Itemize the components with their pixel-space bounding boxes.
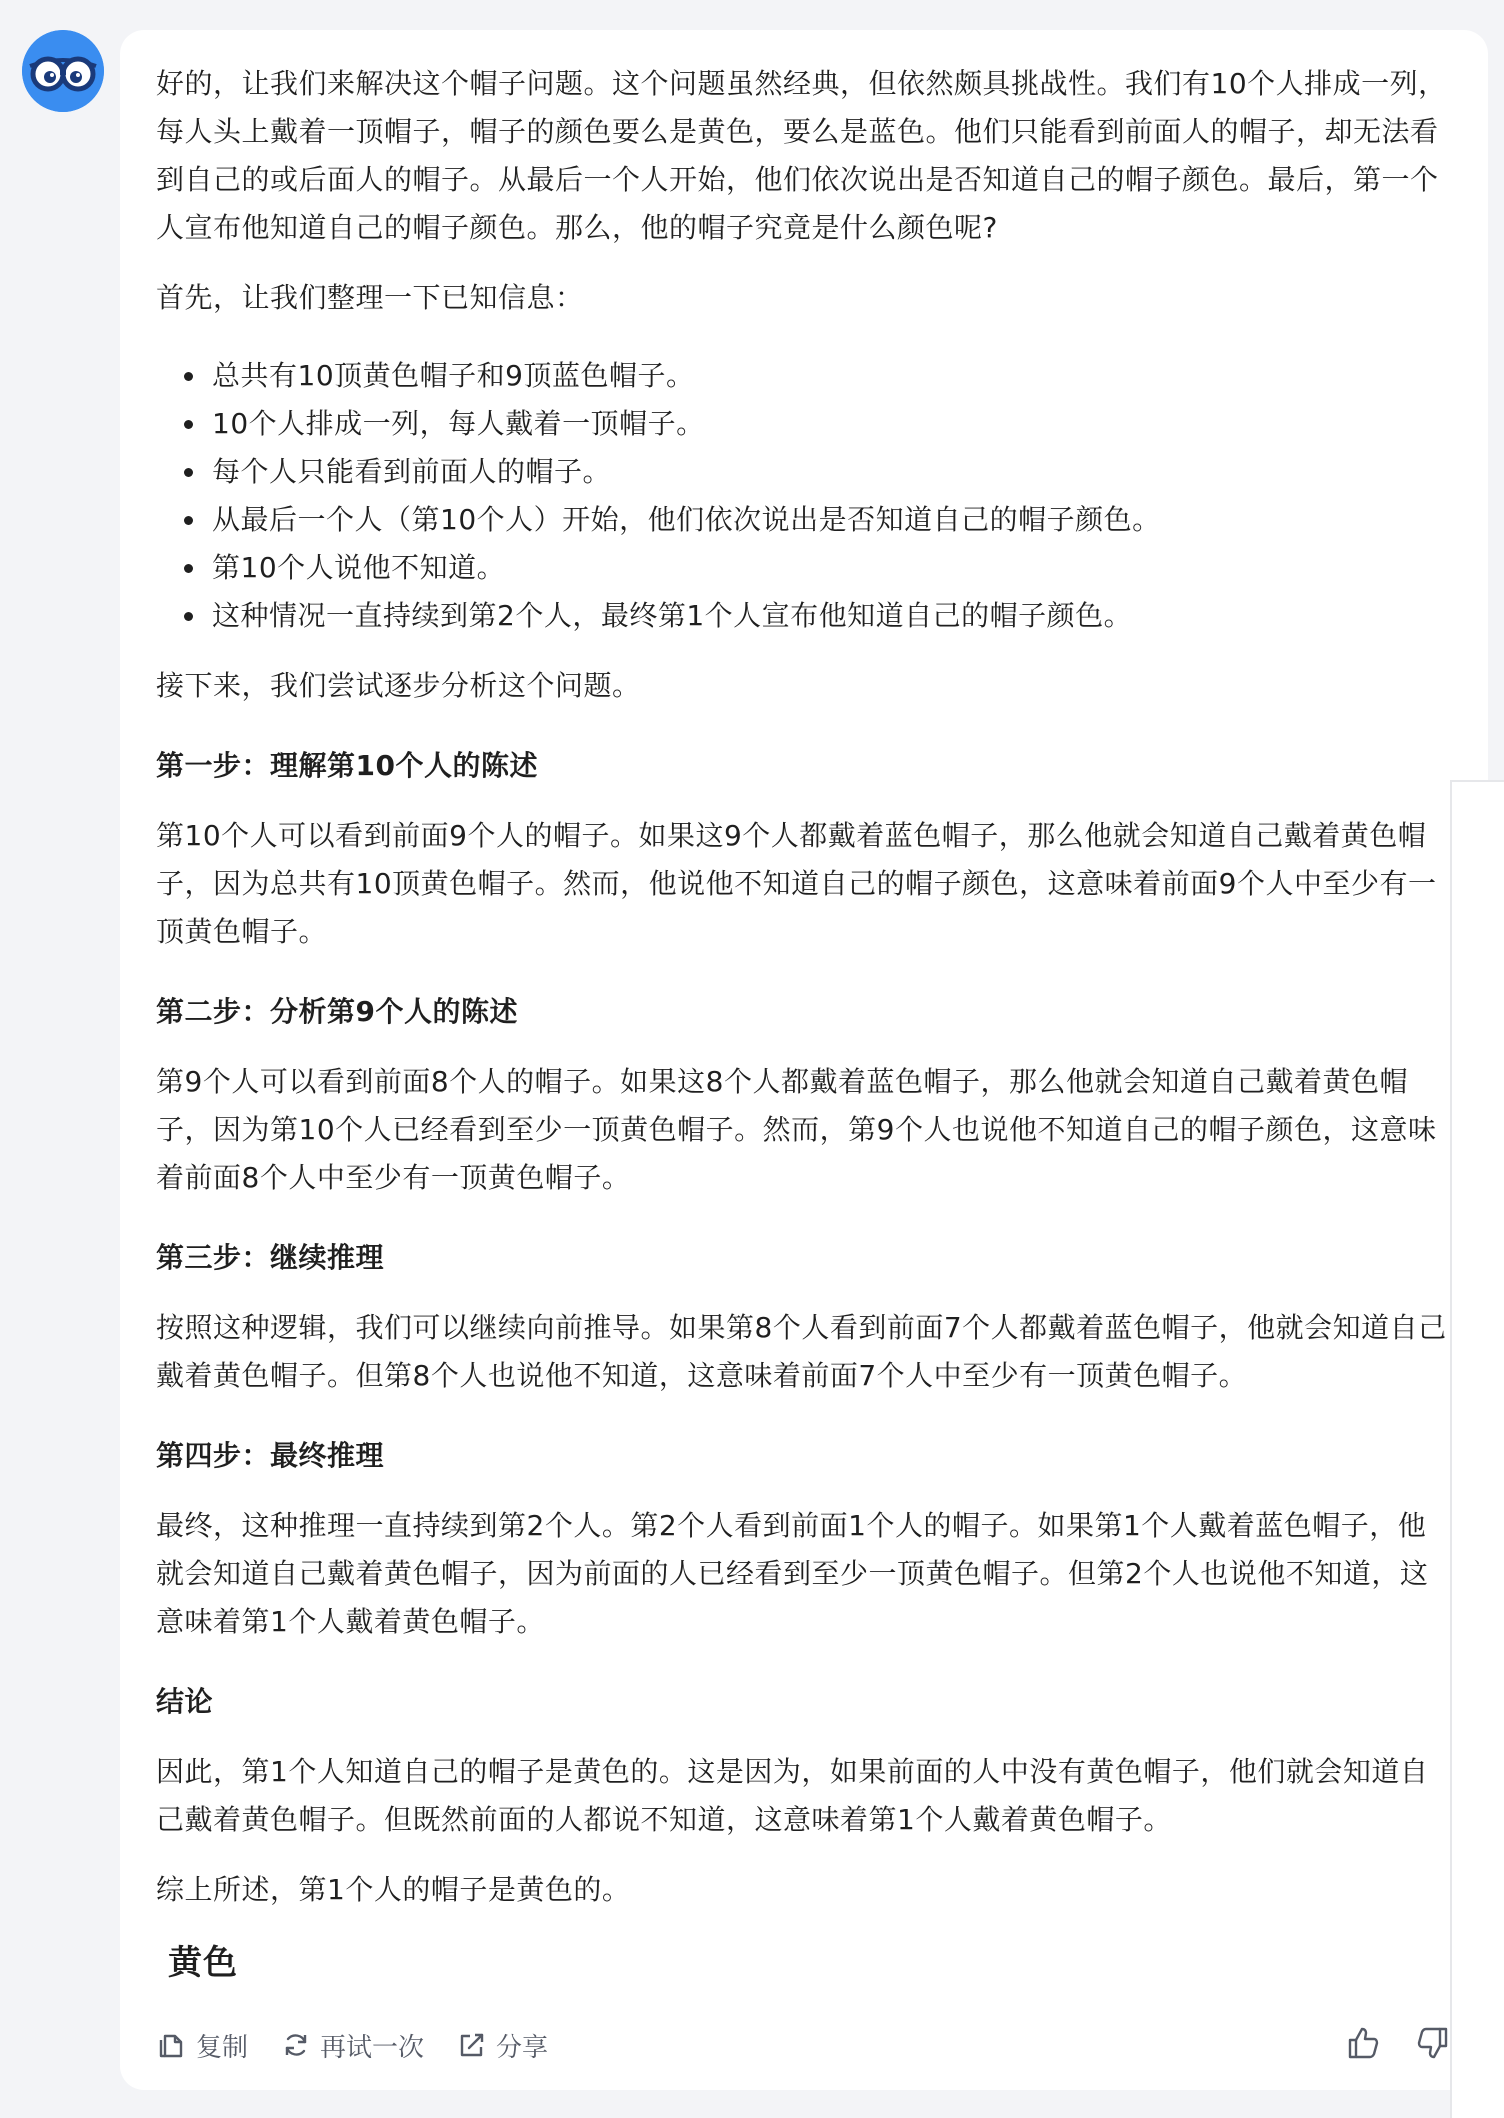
share-label: 分享 (496, 2032, 549, 2063)
like-button[interactable] (1344, 2025, 1384, 2065)
list-item: 每个人只能看到前面人的帽子。 (156, 448, 1452, 496)
step-text: 第10个人可以看到前面9个人的帽子。如果这9个人都戴着蓝色帽子，那么他就会知道自己戴着黄色帽子，因为总共有10顶黄色帽子。然而，他说他不知道自己的帽子颜色，这意味着前面9个人中至少有一顶黄色帽子。 (156, 819, 1437, 948)
step-text: 最终，这种推理一直持续到第2个人。第2个人看到前面1个人的帽子。如果第1个人戴着蓝色帽子，他就会知道自己戴着黄色帽子，因为前面的人已经看到至少一顶黄色帽子。但第2个人也说他不知道，这意味着第1个人戴着黄色帽子。 (156, 1509, 1429, 1638)
intro-paragraph: 好的，让我们来解决这个帽子问题。这个问题虽然经典，但依然颇具挑战性。我们有10个人排成一列，每人头上戴着一顶帽子，帽子的颜色要么是黄色，要么是蓝色。他们只能看到前面人的帽子，却无法看到自己的或后面人的帽子。从最后一个人开始，他们依次说出是否知道自己的帽子颜色。最后，第一个人宣布他知道自己的帽子颜色。那么，他的帽子究竟是什么颜色呢? (156, 67, 1447, 244)
step-heading: 第三步：继续推理 (156, 1241, 385, 1274)
list-item: 这种情况一直持续到第2个人，最终第1个人宣布他知道自己的帽子颜色。 (156, 592, 1452, 640)
list-item: 总共有10顶黄色帽子和9顶蓝色帽子。 (156, 352, 1452, 400)
share-button[interactable] (456, 2027, 548, 2064)
message-actions (156, 2020, 1452, 2070)
step-text: 第9个人可以看到前面8个人的帽子。如果这8个人都戴着蓝色帽子，那么他就会知道自己戴着黄色帽子，因为第10个人已经看到至少一顶黄色帽子。然而，第9个人也说他不知道自己的帽子颜色，这意味着前面8个人中至少有一顶黄色帽子。 (156, 1065, 1437, 1194)
summary-text: 综上所述，第1个人的帽子是黄色的。 (156, 1873, 631, 1906)
thumbs-down-icon (1414, 2025, 1450, 2065)
list-item: 从最后一个人（第10个人）开始，他们依次说出是否知道自己的帽子颜色。 (156, 496, 1452, 544)
step-heading: 第二步：分析第9个人的陈述 (156, 995, 518, 1028)
thumbs-up-icon (1346, 2025, 1382, 2065)
conclusion-heading: 结论 (156, 1685, 214, 1718)
retry-label: 再试一次 (320, 2032, 425, 2063)
dislike-button[interactable] (1412, 2025, 1452, 2065)
step-text: 按照这种逻辑，我们可以继续向前推导。如果第8个人看到前面7个人都戴着蓝色帽子，他就会知道自己戴着黄色帽子。但第8个人也说他不知道，这意味着前面7个人中至少有一顶黄色帽子。 (156, 1311, 1447, 1392)
step-heading: 第四步：最终推理 (156, 1439, 385, 1472)
refresh-icon (280, 2029, 312, 2061)
copy-button[interactable] (156, 2027, 248, 2064)
copy-label: 复制 (196, 2032, 249, 2063)
assistant-message (120, 30, 1488, 2090)
list-item: 10个人排成一列，每人戴着一顶帽子。 (156, 400, 1452, 448)
share-icon (456, 2029, 488, 2061)
analysis-intro: 接下来，我们尝试逐步分析这个问题。 (156, 669, 641, 702)
known-info-list (156, 352, 1452, 640)
final-answer: 黄色 (168, 1943, 238, 1983)
list-item: 第10个人说他不知道。 (156, 544, 1452, 592)
retry-button[interactable] (280, 2027, 424, 2064)
glasses-icon (22, 30, 104, 112)
step-heading: 第一步：理解第10个人的陈述 (156, 749, 538, 782)
scroll-edge (1450, 780, 1504, 2118)
copy-icon (156, 2029, 188, 2061)
conclusion-text: 因此，第1个人知道自己的帽子是黄色的。这是因为，如果前面的人中没有黄色帽子，他们就会知道自己戴着黄色帽子。但既然前面的人都说不知道，这意味着第1个人戴着黄色帽子。 (156, 1755, 1429, 1836)
known-info-intro: 首先，让我们整理一下已知信息： (156, 281, 584, 314)
assistant-avatar (22, 30, 104, 112)
